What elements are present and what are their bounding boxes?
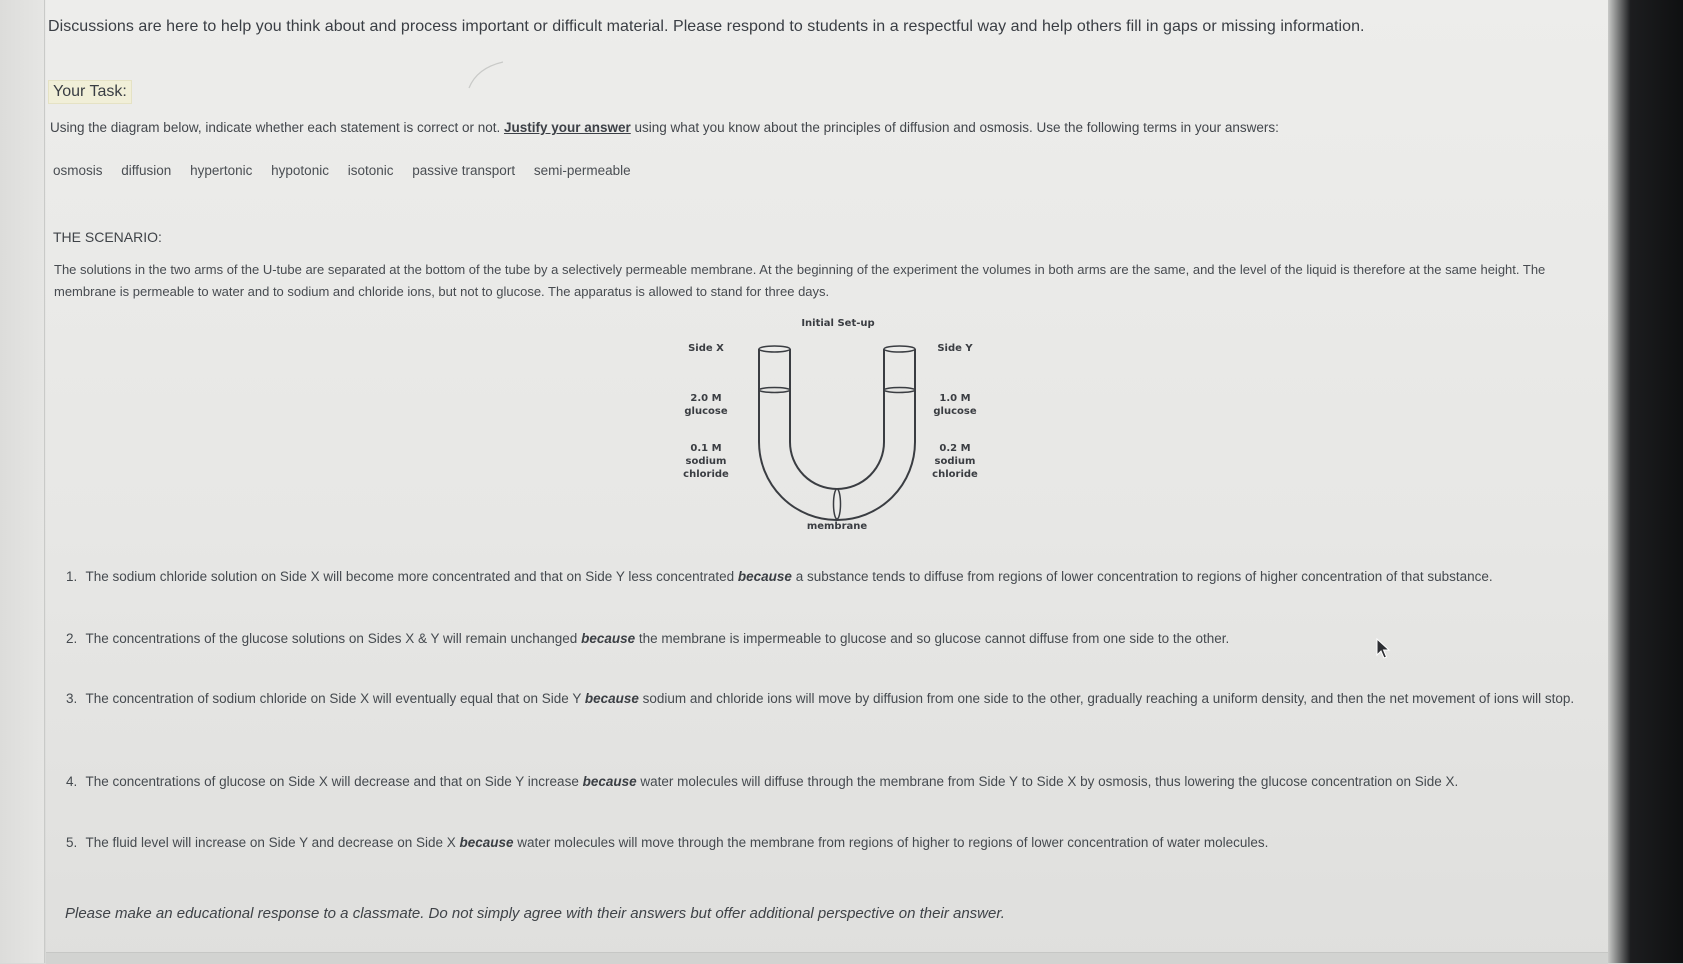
side-y-glucose [925,392,985,418]
membrane-label: membrane [806,521,868,532]
side-y-salt-conc: 0.2 M [939,443,971,454]
right-arm-rim [884,346,915,352]
statement-claim: The concentrations of glucose on Side X will decrease and that on Side Y increase [85,774,583,789]
statement-claim: The concentrations of the glucose solutions on Sides X & Y will remain unchanged [85,631,582,646]
instructions-text [50,120,1279,135]
statement-number: 1. [66,569,78,584]
scenario-heading: THE SCENARIO: [53,229,162,245]
because-keyword: because [581,631,636,646]
term-semi-permeable: semi-permeable [533,163,631,178]
closing-instruction: Please make an educational response to a classmate. Do not simply agree with their answers but offer additional perspective on their answer. [65,905,1005,922]
statement-number: 2. [66,631,78,646]
statement-3 [66,687,1586,710]
statement-5 [66,831,1586,854]
because-keyword: because [584,691,639,706]
task-heading: Your Task: [48,80,132,104]
mouse-pointer-icon [1376,638,1392,665]
side-y-salt [925,442,985,481]
side-x-glucose-name: glucose [684,406,728,417]
side-x-salt-name-2: chloride [683,469,729,480]
statement-claim: The sodium chloride solution on Side X will become more concentrated and that on Side Y less concentrated [85,569,738,584]
instructions-before: Using the diagram below, indicate whether each statement is correct or not. [50,120,504,135]
left-meniscus [759,388,790,393]
statement-reason: the membrane is impermeable to glucose and so glucose cannot diffuse from one side to the other. [635,631,1230,646]
statement-number: 5. [66,835,78,850]
term-hypotonic: hypotonic [271,163,329,178]
statement-claim: The fluid level will increase on Side Y and decrease on Side X [85,835,460,850]
u-tube-inner-wall [790,349,884,489]
because-keyword: because [582,774,637,789]
statement-4 [66,770,1586,793]
statement-number: 3. [66,691,78,706]
membrane-shape [834,489,841,519]
side-y-glucose-conc: 1.0 M [939,393,971,404]
cursor-arrow-icon [1376,638,1392,660]
diagram-title: Initial Set-up [801,318,875,329]
statement-reason: sodium and chloride ions will move by diffusion from one side to the other, gradually reaching a uniform density, and then the net movement of ions will stop. [638,691,1575,706]
stray-pen-mark [467,60,507,95]
statement-claim: The concentration of sodium chloride on Side X will eventually equal that on Side Y [85,691,585,706]
pen-mark-icon [467,60,507,90]
u-tube-diagram [676,318,1016,532]
intro-text: Discussions are here to help you think about and process important or difficult material. Please respond to students in a respectful way and help others fill in gaps or missing information. [48,18,1365,35]
side-x-salt-conc: 0.1 M [690,443,722,454]
justify-answer-emphasis: Justify your answer [503,120,631,135]
left-arm-rim [759,346,790,352]
side-x-salt [676,442,736,481]
side-x-glucose [676,392,736,418]
term-diffusion: diffusion [121,163,172,178]
statement-reason: water molecules will move through the membrane from regions of higher to regions of lower concentration of water molecules. [513,835,1269,850]
statement-reason: water molecules will diffuse through the membrane from Side Y to Side X by osmosis, thus lowering the glucose concentration on Side X. [636,774,1459,789]
side-y-label: Side Y [937,343,973,354]
monitor-edge [1608,0,1683,963]
statement-number: 4. [66,774,78,789]
side-y-salt-name-1: sodium [934,456,976,467]
term-hypertonic: hypertonic [190,163,253,178]
side-x-label: Side X [688,343,724,354]
statement-2 [66,627,1586,650]
term-osmosis: osmosis [53,163,103,178]
left-gutter [0,0,45,963]
because-keyword: because [737,569,792,584]
side-x-glucose-conc: 2.0 M [690,393,722,404]
because-keyword: because [459,835,514,850]
side-y-salt-name-2: chloride [932,469,978,480]
scenario-text: The solutions in the two arms of the U-tube are separated at the bottom of the tube by a selectively permeable membrane. At the beginning of the experiment the volumes in both arms are the same, and the level of the liquid is therefore at the same height. The membrane is permeable to water and to sodium and chloride ions, but not to glucose. The apparatus is allowed to stand for three days. [54,262,1546,299]
right-meniscus [884,388,915,393]
side-y-glucose-name: glucose [933,406,977,417]
statement-1 [66,565,1586,588]
instructions-after: using what you know about the principles of diffusion and osmosis. Use the following terms in your answers: [630,120,1279,135]
term-isotonic: isotonic [347,163,394,178]
terms-list [53,163,646,178]
statement-reason: a substance tends to diffuse from regions of lower concentration to regions of higher concentration of that substance. [791,569,1493,584]
side-x-salt-name-1: sodium [685,456,727,467]
bottom-strip [46,952,1608,964]
term-passive-transport: passive transport [412,163,516,178]
